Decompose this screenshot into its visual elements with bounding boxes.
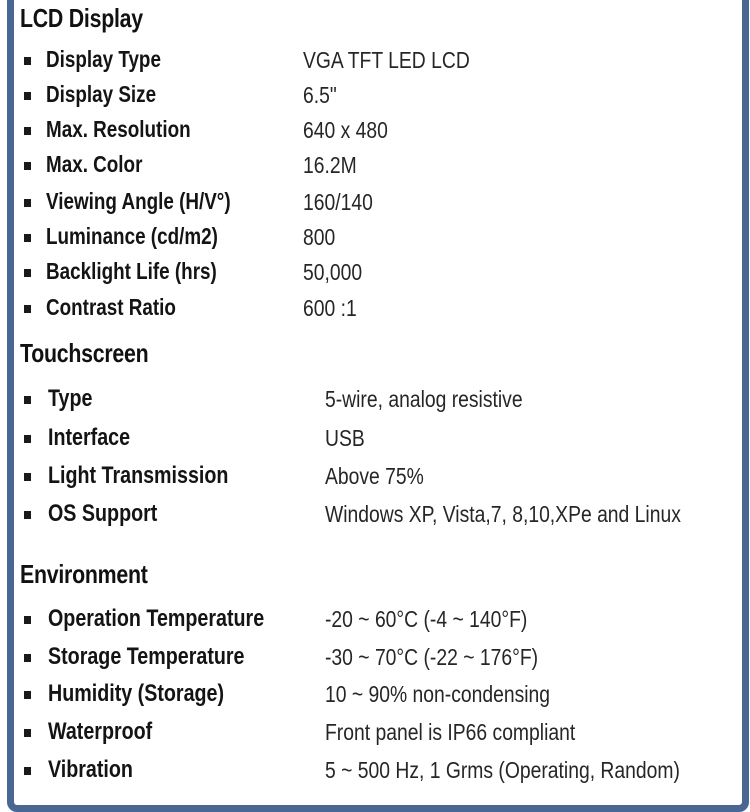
spec-value: 5-wire, analog resistive <box>325 386 523 412</box>
spec-label: Luminance (cd/m2) <box>46 223 218 249</box>
spec-label: Display Size <box>46 81 157 107</box>
spec-value: Front panel is IP66 compliant <box>325 719 576 745</box>
spec-label: Storage Temperature <box>48 643 245 670</box>
spec-label: Backlight Life (hrs) <box>46 258 217 284</box>
spec-label: Viewing Angle (H/V°) <box>46 188 231 214</box>
bullet-icon <box>24 691 31 699</box>
spec-value: 800 <box>303 224 336 250</box>
section-title-touchscreen: Touchscreen <box>20 338 149 368</box>
spec-value: Above 75% <box>325 463 424 489</box>
spec-label: Type <box>48 385 93 412</box>
bullet-icon <box>24 616 31 624</box>
spec-label: Max. Color <box>46 151 143 177</box>
bullet-icon <box>24 162 31 170</box>
spec-value: 640 x 480 <box>303 117 388 143</box>
spec-row-display-size <box>0 79 740 113</box>
spec-value: 50,000 <box>303 259 363 285</box>
spec-label: Max. Resolution <box>46 116 191 142</box>
spec-label: Waterproof <box>48 718 153 745</box>
bullet-icon <box>24 269 31 277</box>
bullet-icon <box>24 767 31 775</box>
spec-row-max-resolution <box>0 114 740 148</box>
spec-value: -20 ~ 60°C (-4 ~ 140°F) <box>325 606 528 632</box>
spec-row-viewing-angle <box>0 186 740 220</box>
spec-label: Display Type <box>46 46 161 72</box>
bullet-icon <box>24 199 31 207</box>
spec-row-type <box>0 383 740 417</box>
section-title-lcd-display: LCD Display <box>20 3 143 33</box>
spec-row-vibration <box>0 754 740 788</box>
bullet-icon <box>24 127 31 135</box>
spec-value: 600 :1 <box>303 295 357 321</box>
bullet-icon <box>24 57 31 65</box>
spec-row-backlight-life <box>0 256 740 290</box>
spec-value: 160/140 <box>303 189 373 215</box>
bullet-icon <box>24 435 31 443</box>
spec-row-interface <box>0 422 740 456</box>
spec-row-operation-temperature <box>0 603 740 637</box>
spec-label: Contrast Ratio <box>46 294 176 320</box>
spec-label: Interface <box>48 424 131 451</box>
spec-row-display-type <box>0 44 740 78</box>
spec-row-luminance <box>0 221 740 255</box>
bullet-icon <box>24 234 31 242</box>
spec-value: 6.5" <box>303 82 337 108</box>
spec-value: VGA TFT LED LCD <box>303 47 470 73</box>
spec-row-waterproof <box>0 716 740 750</box>
bullet-icon <box>24 92 31 100</box>
spec-value: 5 ~ 500 Hz, 1 Grms (Operating, Random) <box>325 757 680 783</box>
spec-label: OS Support <box>48 500 158 527</box>
spec-row-humidity <box>0 678 740 712</box>
spec-row-light-transmission <box>0 460 740 494</box>
spec-row-storage-temperature <box>0 641 740 675</box>
bullet-icon <box>24 654 31 662</box>
bullet-icon <box>24 729 31 737</box>
spec-label: Light Transmission <box>48 462 229 489</box>
bullet-icon <box>24 473 31 481</box>
section-title-environment: Environment <box>20 559 148 589</box>
spec-row-contrast-ratio <box>0 292 740 326</box>
spec-label: Humidity (Storage) <box>48 680 225 707</box>
spec-value: 16.2M <box>303 152 357 178</box>
spec-value: USB <box>325 425 365 451</box>
spec-value: Windows XP, Vista,7, 8,10,XPe and Linux <box>325 501 681 527</box>
spec-label: Operation Temperature <box>48 605 265 632</box>
spec-label: Vibration <box>48 756 133 783</box>
spec-value: -30 ~ 70°C (-22 ~ 176°F) <box>325 644 539 670</box>
spec-row-os-support <box>0 498 740 532</box>
spec-value: 10 ~ 90% non-condensing <box>325 681 551 707</box>
bullet-icon <box>24 305 31 313</box>
spec-row-max-color <box>0 149 740 183</box>
bullet-icon <box>24 511 31 519</box>
bullet-icon <box>24 396 31 404</box>
